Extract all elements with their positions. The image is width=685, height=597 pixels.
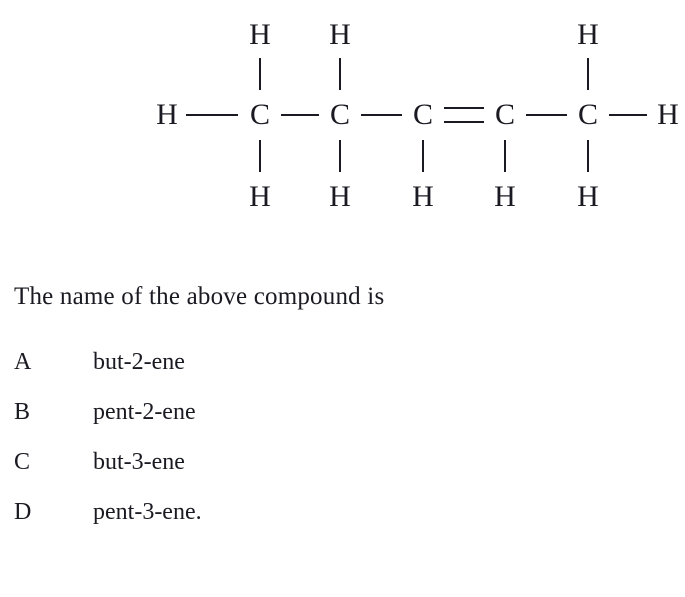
bond-vertical-top-2 <box>339 58 341 90</box>
atom-c-4: C <box>494 98 515 131</box>
bond-vertical-bottom-4 <box>504 140 506 172</box>
atom-h-top-1: H <box>249 18 271 51</box>
bond-vertical-top-3 <box>587 58 589 90</box>
bond-vertical-bottom-1 <box>259 140 261 172</box>
atom-c-1: C <box>249 98 270 131</box>
atom-h-right-end: H <box>657 98 679 131</box>
option-c[interactable] <box>14 448 664 498</box>
atom-h-bottom-1: H <box>249 180 271 213</box>
atom-h-bottom-5: H <box>577 180 599 213</box>
option-a-letter: A <box>14 349 32 375</box>
atom-h-bottom-2: H <box>329 180 351 213</box>
bond-vertical-bottom-5 <box>587 140 589 172</box>
bond-double-c3-c4-upper <box>444 107 484 109</box>
bond-c2-c3 <box>361 114 402 116</box>
option-b-text: pent-2-ene <box>93 399 196 425</box>
atom-c-5: C <box>577 98 598 131</box>
atom-h-top-3: H <box>577 18 599 51</box>
bond-vertical-bottom-2 <box>339 140 341 172</box>
atom-h-top-2: H <box>329 18 351 51</box>
atom-h-left-end: H <box>156 98 178 131</box>
option-b[interactable] <box>14 398 664 448</box>
atom-c-3: C <box>412 98 433 131</box>
option-d-letter: D <box>14 499 32 525</box>
option-b-letter: B <box>14 399 31 425</box>
question-stem: The name of the above compound is <box>14 283 385 310</box>
bond-h-left-end <box>186 114 238 116</box>
option-c-letter: C <box>14 449 31 475</box>
molecule-diagram <box>0 0 685 235</box>
bond-c1-c2 <box>281 114 319 116</box>
answer-options <box>14 348 664 548</box>
atom-c-2: C <box>329 98 350 131</box>
bond-double-c3-c4-lower <box>444 121 484 123</box>
option-d[interactable] <box>14 498 664 548</box>
bond-h-right-end <box>609 114 647 116</box>
option-a[interactable] <box>14 348 664 398</box>
bond-vertical-bottom-3 <box>422 140 424 172</box>
option-c-text: but-3-ene <box>93 449 185 475</box>
bond-vertical-top-1 <box>259 58 261 90</box>
option-d-text: pent-3-ene. <box>93 499 202 525</box>
option-a-text: but-2-ene <box>93 349 185 375</box>
atom-h-bottom-3: H <box>412 180 434 213</box>
bond-c4-c5 <box>526 114 567 116</box>
atom-h-bottom-4: H <box>494 180 516 213</box>
